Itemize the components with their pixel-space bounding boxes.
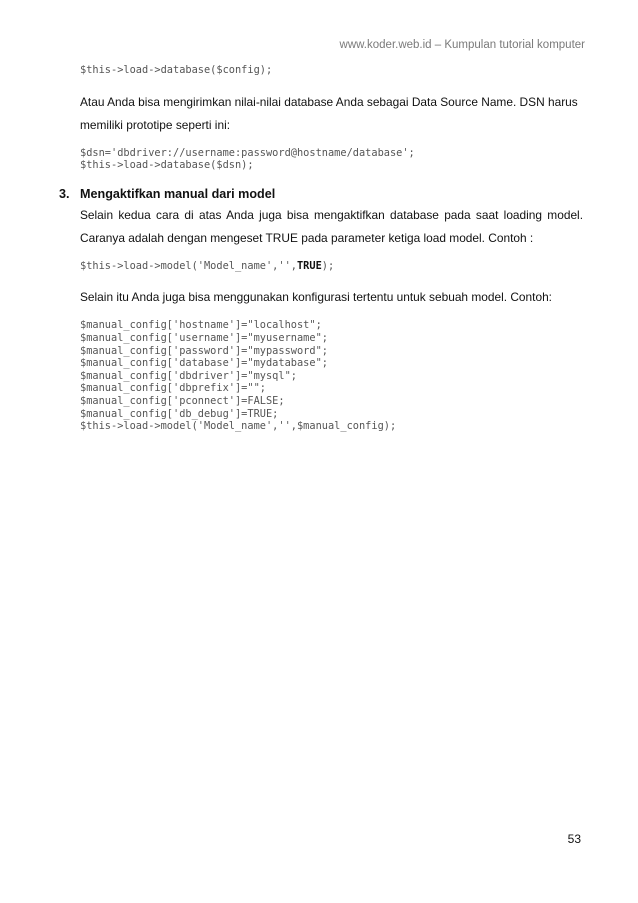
code-line: $manual_config['username']="myusername"; xyxy=(80,331,328,344)
paragraph-model-loading xyxy=(80,204,583,250)
section-number: 3. xyxy=(59,186,70,201)
paragraph-line: Selain kedua cara di atas Anda juga bisa mengaktifkan database pada saat loading model. xyxy=(80,207,583,222)
code-text: ); xyxy=(321,259,335,272)
code-keyword-true: TRUE xyxy=(296,259,322,272)
page-number: 53 xyxy=(567,832,581,846)
code-line: $manual_config['database']="mydatabase"; xyxy=(80,357,328,370)
code-line: $this->load->model('Model_name','',$manual_config); xyxy=(80,420,397,433)
code-block-dsn xyxy=(80,147,583,172)
page-header: www.koder.web.id – Kumpulan tutorial komputer xyxy=(339,39,585,51)
code-line: $manual_config['dbprefix']=""; xyxy=(80,382,266,395)
code-line: $manual_config['db_debug']=TRUE; xyxy=(80,407,279,420)
code-block-manual-config xyxy=(80,319,583,432)
paragraph-manual-config-intro xyxy=(80,286,583,309)
code-line: $dsn='dbdriver://username:password@hostname/database'; xyxy=(80,146,415,159)
code-line xyxy=(80,260,583,273)
section-title: Mengaktifkan manual dari model xyxy=(80,186,276,201)
code-block-load-model-true xyxy=(80,260,583,273)
paragraph-line: Selain itu Anda juga bisa menggunakan konfigurasi tertentu untuk sebuah model. Contoh: xyxy=(80,290,552,305)
code-line: $this->load->database($dsn); xyxy=(80,159,254,172)
code-text: $this->load->model('Model_name','', xyxy=(80,259,297,272)
code-line: $this->load->database($config); xyxy=(80,64,273,76)
paragraph-dsn-intro xyxy=(80,91,583,137)
code-line: $manual_config['pconnect']=FALSE; xyxy=(80,394,285,407)
paragraph-line: Atau Anda bisa mengirimkan nilai-nilai database Anda sebagai Data Source Name. DSN harus xyxy=(80,94,578,109)
paragraph-line: Caranya adalah dengan mengeset TRUE pada parameter ketiga load model. Contoh : xyxy=(80,230,534,245)
code-line: $manual_config['password']="mypassword"; xyxy=(80,344,328,357)
code-block-load-config xyxy=(80,64,583,77)
paragraph-line: memiliki prototipe seperti ini: xyxy=(80,117,231,132)
section-heading-3 xyxy=(59,186,583,202)
page-content xyxy=(59,64,583,433)
code-line: $manual_config['hostname']="localhost"; xyxy=(80,319,322,332)
code-line: $manual_config['dbdriver']="mysql"; xyxy=(80,369,297,382)
